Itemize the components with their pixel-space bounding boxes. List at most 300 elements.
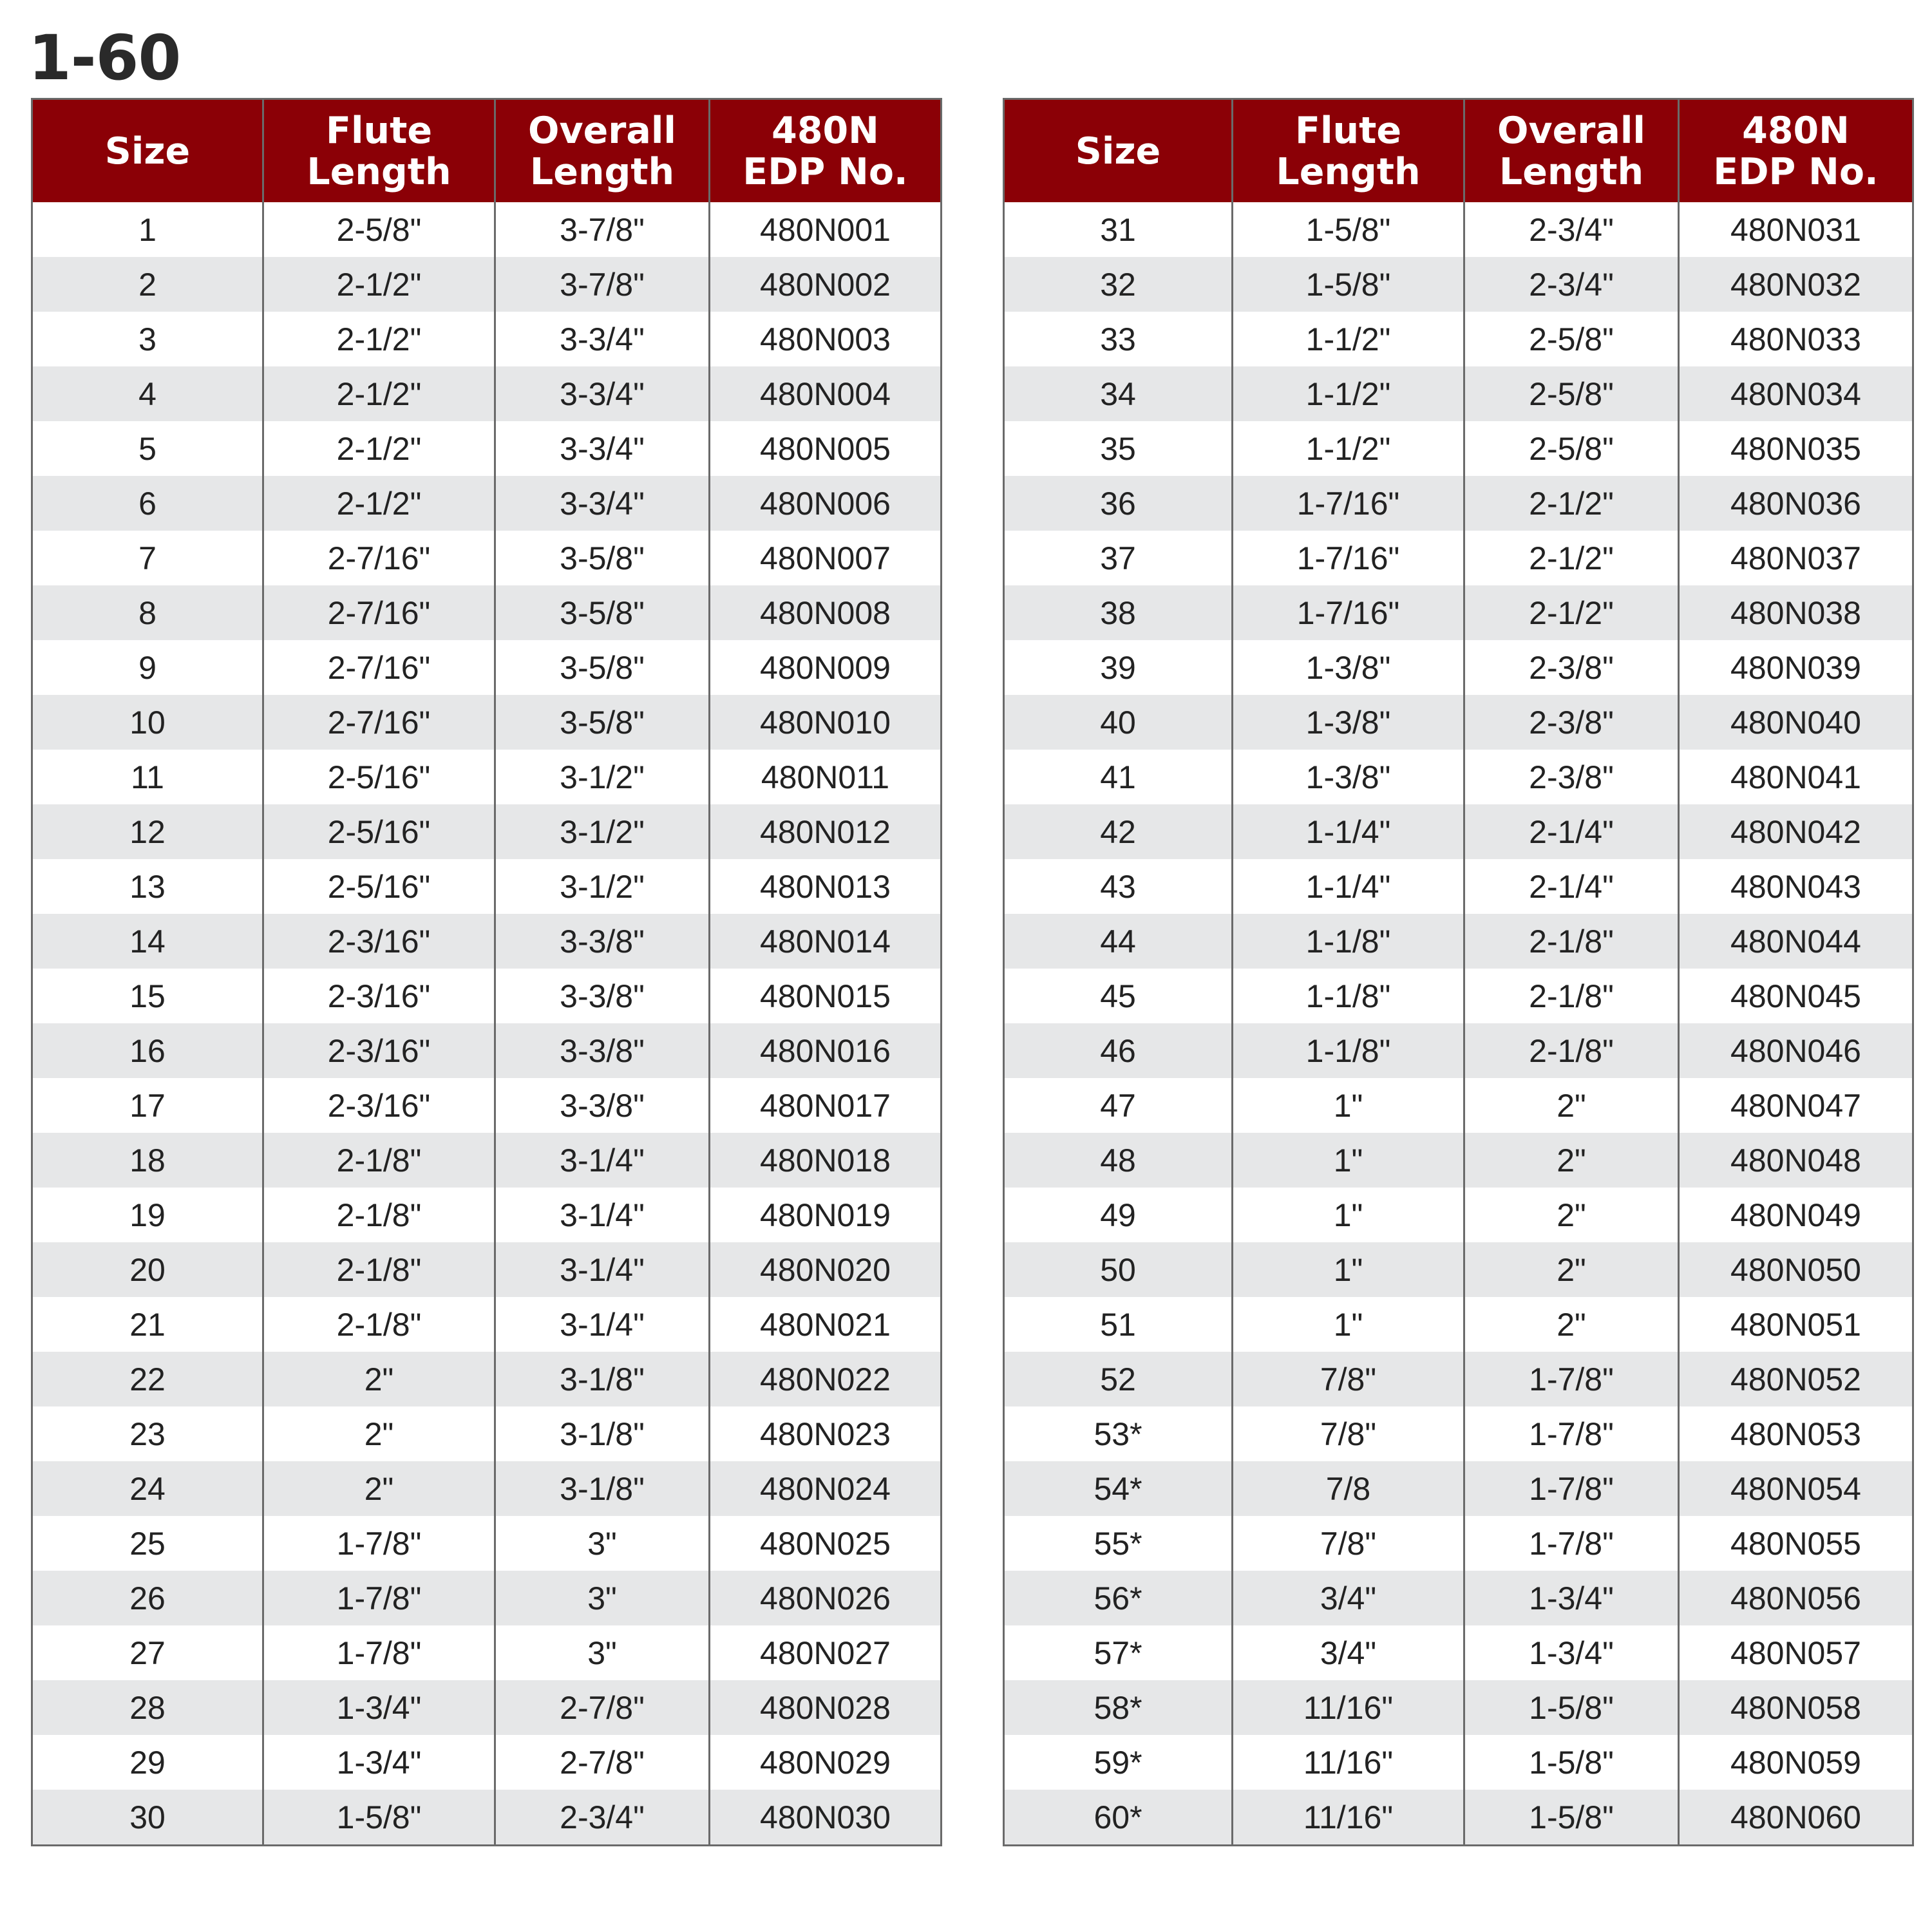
cell-flute-length: 2-7/16" (263, 531, 495, 585)
col-header-line: EDP No. (743, 150, 908, 193)
cell-size: 34 (1004, 366, 1233, 421)
col-header-size (32, 99, 263, 203)
table-row (1004, 1571, 1913, 1625)
cell-flute-length: 1-1/2" (1233, 366, 1464, 421)
cell-overall-length: 3-7/8" (495, 202, 710, 257)
cell-edp-no: 480N028 (710, 1680, 942, 1735)
cell-size: 60* (1004, 1790, 1233, 1846)
cell-flute-length: 2-7/16" (263, 695, 495, 750)
col-header-overall-length (495, 99, 710, 203)
cell-edp-no: 480N055 (1679, 1516, 1913, 1571)
cell-flute-length: 1-7/8" (263, 1516, 495, 1571)
cell-size: 57* (1004, 1625, 1233, 1680)
cell-edp-no: 480N057 (1679, 1625, 1913, 1680)
table-row (32, 859, 942, 914)
cell-edp-no: 480N026 (710, 1571, 942, 1625)
cell-flute-length: 1-5/8" (263, 1790, 495, 1846)
cell-flute-length: 1" (1233, 1078, 1464, 1133)
cell-edp-no: 480N047 (1679, 1078, 1913, 1133)
col-header-line: Overall (1497, 109, 1645, 152)
table-row (1004, 640, 1913, 695)
cell-edp-no: 480N022 (710, 1352, 942, 1406)
cell-size: 29 (32, 1735, 263, 1790)
cell-edp-no: 480N049 (1679, 1188, 1913, 1242)
cell-size: 45 (1004, 969, 1233, 1023)
col-header-line: 480N (1742, 109, 1850, 152)
cell-edp-no: 480N010 (710, 695, 942, 750)
cell-flute-length: 1-3/8" (1233, 695, 1464, 750)
cell-flute-length: 11/16" (1233, 1790, 1464, 1846)
cell-size: 31 (1004, 202, 1233, 257)
table-row (1004, 1625, 1913, 1680)
cell-edp-no: 480N001 (710, 202, 942, 257)
cell-edp-no: 480N052 (1679, 1352, 1913, 1406)
cell-overall-length: 2-5/8" (1464, 312, 1679, 366)
cell-edp-no: 480N037 (1679, 531, 1913, 585)
table-row (32, 1242, 942, 1297)
cell-size: 5 (32, 421, 263, 476)
cell-overall-length: 2-3/4" (1464, 202, 1679, 257)
table-row (1004, 202, 1913, 257)
cell-size: 44 (1004, 914, 1233, 969)
cell-flute-length: 11/16" (1233, 1680, 1464, 1735)
cell-edp-no: 480N051 (1679, 1297, 1913, 1352)
cell-overall-length: 2-5/8" (1464, 421, 1679, 476)
cell-size: 8 (32, 585, 263, 640)
cell-flute-length: 2-5/16" (263, 859, 495, 914)
table-row (32, 1133, 942, 1188)
table-row (32, 366, 942, 421)
cell-flute-length: 1" (1233, 1242, 1464, 1297)
col-header-line: Flute (1295, 109, 1401, 152)
cell-overall-length: 2" (1464, 1242, 1679, 1297)
cell-overall-length: 2-1/8" (1464, 914, 1679, 969)
cell-edp-no: 480N043 (1679, 859, 1913, 914)
cell-flute-length: 1-3/4" (263, 1680, 495, 1735)
table-row (32, 640, 942, 695)
cell-edp-no: 480N020 (710, 1242, 942, 1297)
cell-size: 58* (1004, 1680, 1233, 1735)
cell-flute-length: 1" (1233, 1188, 1464, 1242)
cell-size: 35 (1004, 421, 1233, 476)
cell-size: 41 (1004, 750, 1233, 804)
cell-edp-no: 480N025 (710, 1516, 942, 1571)
table-row (32, 421, 942, 476)
cell-overall-length: 3-1/4" (495, 1188, 710, 1242)
table-row (1004, 1133, 1913, 1188)
table-row (1004, 1516, 1913, 1571)
table-row (32, 1625, 942, 1680)
table-row (32, 1188, 942, 1242)
table-row (32, 1735, 942, 1790)
table-row (32, 531, 942, 585)
table-row (32, 804, 942, 859)
table-row (1004, 421, 1913, 476)
col-header-line: Size (1075, 129, 1161, 173)
cell-overall-length: 2-3/8" (1464, 750, 1679, 804)
table-row (32, 1790, 942, 1846)
cell-size: 49 (1004, 1188, 1233, 1242)
cell-flute-length: 1-7/16" (1233, 476, 1464, 531)
table-row (1004, 1023, 1913, 1078)
cell-size: 26 (32, 1571, 263, 1625)
cell-edp-no: 480N060 (1679, 1790, 1913, 1846)
cell-edp-no: 480N035 (1679, 421, 1913, 476)
cell-overall-length: 2-7/8" (495, 1735, 710, 1790)
cell-edp-no: 480N044 (1679, 914, 1913, 969)
table-row (1004, 1297, 1913, 1352)
table-row (32, 1352, 942, 1406)
cell-edp-no: 480N023 (710, 1406, 942, 1461)
cell-flute-length: 3/4" (1233, 1571, 1464, 1625)
cell-flute-length: 1-1/2" (1233, 421, 1464, 476)
table-row (32, 1297, 942, 1352)
table-row (32, 312, 942, 366)
cell-size: 48 (1004, 1133, 1233, 1188)
cell-flute-length: 2" (263, 1461, 495, 1516)
cell-overall-length: 3-1/2" (495, 804, 710, 859)
cell-edp-no: 480N029 (710, 1735, 942, 1790)
cell-size: 2 (32, 257, 263, 312)
cell-edp-no: 480N021 (710, 1297, 942, 1352)
cell-overall-length: 2-3/4" (1464, 257, 1679, 312)
cell-flute-length: 7/8" (1233, 1406, 1464, 1461)
cell-size: 53* (1004, 1406, 1233, 1461)
cell-size: 24 (32, 1461, 263, 1516)
cell-flute-length: 2" (263, 1406, 495, 1461)
table-row (1004, 859, 1913, 914)
table-row (32, 476, 942, 531)
cell-edp-no: 480N039 (1679, 640, 1913, 695)
cell-size: 43 (1004, 859, 1233, 914)
cell-overall-length: 2" (1464, 1297, 1679, 1352)
cell-flute-length: 2-3/16" (263, 969, 495, 1023)
table-row (1004, 1078, 1913, 1133)
cell-flute-length: 2-5/16" (263, 750, 495, 804)
cell-overall-length: 2-1/2" (1464, 531, 1679, 585)
cell-size: 17 (32, 1078, 263, 1133)
cell-edp-no: 480N009 (710, 640, 942, 695)
cell-flute-length: 2-1/8" (263, 1297, 495, 1352)
cell-edp-no: 480N016 (710, 1023, 942, 1078)
cell-overall-length: 1-5/8" (1464, 1735, 1679, 1790)
cell-edp-no: 480N014 (710, 914, 942, 969)
cell-size: 28 (32, 1680, 263, 1735)
cell-flute-length: 1" (1233, 1133, 1464, 1188)
cell-overall-length: 2-1/4" (1464, 859, 1679, 914)
cell-overall-length: 3-5/8" (495, 585, 710, 640)
table-row (1004, 1790, 1913, 1846)
col-header-line: Flute (326, 109, 432, 152)
cell-size: 50 (1004, 1242, 1233, 1297)
header-row (32, 99, 942, 203)
cell-size: 22 (32, 1352, 263, 1406)
cell-size: 3 (32, 312, 263, 366)
cell-overall-length: 1-3/4" (1464, 1571, 1679, 1625)
cell-flute-length: 7/8" (1233, 1352, 1464, 1406)
cell-flute-length: 1-7/16" (1233, 585, 1464, 640)
cell-flute-length: 2-5/8" (263, 202, 495, 257)
cell-size: 33 (1004, 312, 1233, 366)
size-table-right (1003, 98, 1914, 1846)
cell-flute-length: 1-1/2" (1233, 312, 1464, 366)
cell-size: 4 (32, 366, 263, 421)
cell-overall-length: 1-3/4" (1464, 1625, 1679, 1680)
cell-overall-length: 3-1/4" (495, 1297, 710, 1352)
cell-flute-length: 2-1/8" (263, 1133, 495, 1188)
cell-flute-length: 1-3/8" (1233, 640, 1464, 695)
cell-overall-length: 1-7/8" (1464, 1352, 1679, 1406)
cell-flute-length: 1-1/4" (1233, 859, 1464, 914)
cell-overall-length: 3-1/8" (495, 1352, 710, 1406)
cell-overall-length: 2-1/2" (1464, 476, 1679, 531)
cell-flute-length: 2-3/16" (263, 1078, 495, 1133)
cell-overall-length: 2-1/4" (1464, 804, 1679, 859)
col-header-line: Length (307, 150, 451, 193)
cell-size: 47 (1004, 1078, 1233, 1133)
cell-overall-length: 3-3/8" (495, 1023, 710, 1078)
cell-flute-length: 2-1/2" (263, 421, 495, 476)
table-row (1004, 1461, 1913, 1516)
cell-size: 27 (32, 1625, 263, 1680)
cell-overall-length: 3-3/4" (495, 421, 710, 476)
cell-edp-no: 480N011 (710, 750, 942, 804)
cell-edp-no: 480N019 (710, 1188, 942, 1242)
cell-overall-length: 3-1/8" (495, 1406, 710, 1461)
cell-overall-length: 3-3/4" (495, 312, 710, 366)
cell-edp-no: 480N048 (1679, 1133, 1913, 1188)
cell-overall-length: 2" (1464, 1133, 1679, 1188)
table-row (1004, 1735, 1913, 1790)
cell-overall-length: 2-1/2" (1464, 585, 1679, 640)
table-row (1004, 695, 1913, 750)
cell-size: 16 (32, 1023, 263, 1078)
table-row (1004, 1680, 1913, 1735)
table-row (32, 1023, 942, 1078)
table-row (32, 695, 942, 750)
cell-flute-length: 1-5/8" (1233, 202, 1464, 257)
cell-edp-no: 480N013 (710, 859, 942, 914)
cell-size: 23 (32, 1406, 263, 1461)
col-header-edp-no (710, 99, 942, 203)
cell-edp-no: 480N056 (1679, 1571, 1913, 1625)
cell-edp-no: 480N024 (710, 1461, 942, 1516)
size-table-left (31, 98, 942, 1846)
cell-overall-length: 3-3/4" (495, 366, 710, 421)
cell-overall-length: 2" (1464, 1188, 1679, 1242)
cell-flute-length: 2-1/2" (263, 366, 495, 421)
table-row (1004, 1242, 1913, 1297)
table-row (32, 1461, 942, 1516)
cell-edp-no: 480N034 (1679, 366, 1913, 421)
col-header-line: Length (1276, 150, 1421, 193)
cell-overall-length: 1-7/8" (1464, 1516, 1679, 1571)
cell-overall-length: 1-7/8" (1464, 1461, 1679, 1516)
cell-size: 52 (1004, 1352, 1233, 1406)
cell-flute-length: 1-7/8" (263, 1571, 495, 1625)
cell-size: 12 (32, 804, 263, 859)
cell-overall-length: 2-7/8" (495, 1680, 710, 1735)
cell-edp-no: 480N018 (710, 1133, 942, 1188)
cell-overall-length: 3-7/8" (495, 257, 710, 312)
cell-edp-no: 480N041 (1679, 750, 1913, 804)
cell-size: 25 (32, 1516, 263, 1571)
cell-edp-no: 480N031 (1679, 202, 1913, 257)
cell-edp-no: 480N045 (1679, 969, 1913, 1023)
cell-size: 18 (32, 1133, 263, 1188)
cell-overall-length: 2-3/4" (495, 1790, 710, 1846)
cell-size: 46 (1004, 1023, 1233, 1078)
cell-flute-length: 1-3/4" (263, 1735, 495, 1790)
table-row (1004, 1352, 1913, 1406)
cell-edp-no: 480N059 (1679, 1735, 1913, 1790)
cell-overall-length: 3-3/8" (495, 914, 710, 969)
cell-edp-no: 480N058 (1679, 1680, 1913, 1735)
table-row (1004, 476, 1913, 531)
cell-overall-length: 3-5/8" (495, 531, 710, 585)
table-row (32, 1680, 942, 1735)
table-row (32, 1406, 942, 1461)
cell-size: 51 (1004, 1297, 1233, 1352)
cell-edp-no: 480N017 (710, 1078, 942, 1133)
cell-overall-length: 3-3/8" (495, 1078, 710, 1133)
cell-overall-length: 2-1/8" (1464, 1023, 1679, 1078)
cell-size: 7 (32, 531, 263, 585)
cell-flute-length: 3/4" (1233, 1625, 1464, 1680)
cell-size: 54* (1004, 1461, 1233, 1516)
cell-size: 13 (32, 859, 263, 914)
cell-size: 37 (1004, 531, 1233, 585)
cell-overall-length: 2-3/8" (1464, 695, 1679, 750)
table-row (32, 969, 942, 1023)
cell-flute-length: 2-1/2" (263, 312, 495, 366)
cell-flute-length: 2-1/8" (263, 1188, 495, 1242)
cell-flute-length: 2-1/8" (263, 1242, 495, 1297)
table-body (32, 202, 942, 1846)
col-header-line: Length (529, 150, 675, 193)
cell-size: 10 (32, 695, 263, 750)
cell-flute-length: 1-1/8" (1233, 914, 1464, 969)
cell-flute-length: 1-1/4" (1233, 804, 1464, 859)
cell-flute-length: 7/8 (1233, 1461, 1464, 1516)
cell-overall-length: 3-5/8" (495, 640, 710, 695)
col-header-line: 480N (772, 109, 879, 152)
table-row (1004, 312, 1913, 366)
cell-size: 59* (1004, 1735, 1233, 1790)
cell-flute-length: 1-5/8" (1233, 257, 1464, 312)
cell-overall-length: 1-5/8" (1464, 1680, 1679, 1735)
header-row (1004, 99, 1913, 203)
cell-overall-length: 3" (495, 1516, 710, 1571)
cell-overall-length: 3-5/8" (495, 695, 710, 750)
cell-edp-no: 480N042 (1679, 804, 1913, 859)
col-header-overall-length (1464, 99, 1679, 203)
cell-size: 36 (1004, 476, 1233, 531)
table-row (1004, 1188, 1913, 1242)
cell-overall-length: 2" (1464, 1078, 1679, 1133)
cell-size: 38 (1004, 585, 1233, 640)
col-header-line: Size (104, 129, 191, 173)
col-header-flute-length (1233, 99, 1464, 203)
cell-flute-length: 2-5/16" (263, 804, 495, 859)
cell-size: 14 (32, 914, 263, 969)
cell-flute-length: 1-1/8" (1233, 1023, 1464, 1078)
cell-overall-length: 3-1/4" (495, 1133, 710, 1188)
cell-flute-length: 2-3/16" (263, 1023, 495, 1078)
table-row (1004, 585, 1913, 640)
table-row (1004, 750, 1913, 804)
table-row (1004, 257, 1913, 312)
cell-edp-no: 480N002 (710, 257, 942, 312)
cell-size: 30 (32, 1790, 263, 1846)
table-body (1004, 202, 1913, 1846)
page-title: 1-60 (28, 22, 181, 94)
cell-overall-length: 3-1/4" (495, 1242, 710, 1297)
cell-size: 32 (1004, 257, 1233, 312)
cell-flute-length: 1-7/16" (1233, 531, 1464, 585)
cell-edp-no: 480N005 (710, 421, 942, 476)
cell-edp-no: 480N038 (1679, 585, 1913, 640)
cell-flute-length: 1-7/8" (263, 1625, 495, 1680)
col-header-line: Overall (528, 109, 676, 152)
table-row (32, 1078, 942, 1133)
cell-edp-no: 480N040 (1679, 695, 1913, 750)
table-row (1004, 969, 1913, 1023)
cell-flute-length: 2-1/2" (263, 476, 495, 531)
table-row (1004, 531, 1913, 585)
table-row (1004, 1406, 1913, 1461)
cell-size: 11 (32, 750, 263, 804)
cell-size: 55* (1004, 1516, 1233, 1571)
cell-size: 6 (32, 476, 263, 531)
cell-flute-length: 2-7/16" (263, 585, 495, 640)
cell-size: 19 (32, 1188, 263, 1242)
cell-edp-no: 480N027 (710, 1625, 942, 1680)
cell-size: 9 (32, 640, 263, 695)
cell-overall-length: 1-5/8" (1464, 1790, 1679, 1846)
cell-size: 39 (1004, 640, 1233, 695)
cell-edp-no: 480N053 (1679, 1406, 1913, 1461)
cell-overall-length: 3" (495, 1571, 710, 1625)
table-row (32, 1571, 942, 1625)
cell-overall-length: 3-3/8" (495, 969, 710, 1023)
col-header-line: EDP No. (1713, 150, 1879, 193)
cell-edp-no: 480N033 (1679, 312, 1913, 366)
cell-edp-no: 480N008 (710, 585, 942, 640)
cell-edp-no: 480N006 (710, 476, 942, 531)
cell-flute-length: 1" (1233, 1297, 1464, 1352)
col-header-size (1004, 99, 1233, 203)
cell-size: 15 (32, 969, 263, 1023)
cell-overall-length: 3-1/8" (495, 1461, 710, 1516)
table-row (32, 585, 942, 640)
cell-overall-length: 1-7/8" (1464, 1406, 1679, 1461)
cell-flute-length: 2" (263, 1352, 495, 1406)
table-row (32, 914, 942, 969)
table-row (1004, 804, 1913, 859)
cell-edp-no: 480N032 (1679, 257, 1913, 312)
cell-size: 56* (1004, 1571, 1233, 1625)
col-header-flute-length (263, 99, 495, 203)
cell-size: 40 (1004, 695, 1233, 750)
table-row (32, 257, 942, 312)
cell-edp-no: 480N012 (710, 804, 942, 859)
cell-edp-no: 480N007 (710, 531, 942, 585)
cell-overall-length: 3-1/2" (495, 750, 710, 804)
cell-overall-length: 3" (495, 1625, 710, 1680)
cell-edp-no: 480N030 (710, 1790, 942, 1846)
cell-size: 20 (32, 1242, 263, 1297)
